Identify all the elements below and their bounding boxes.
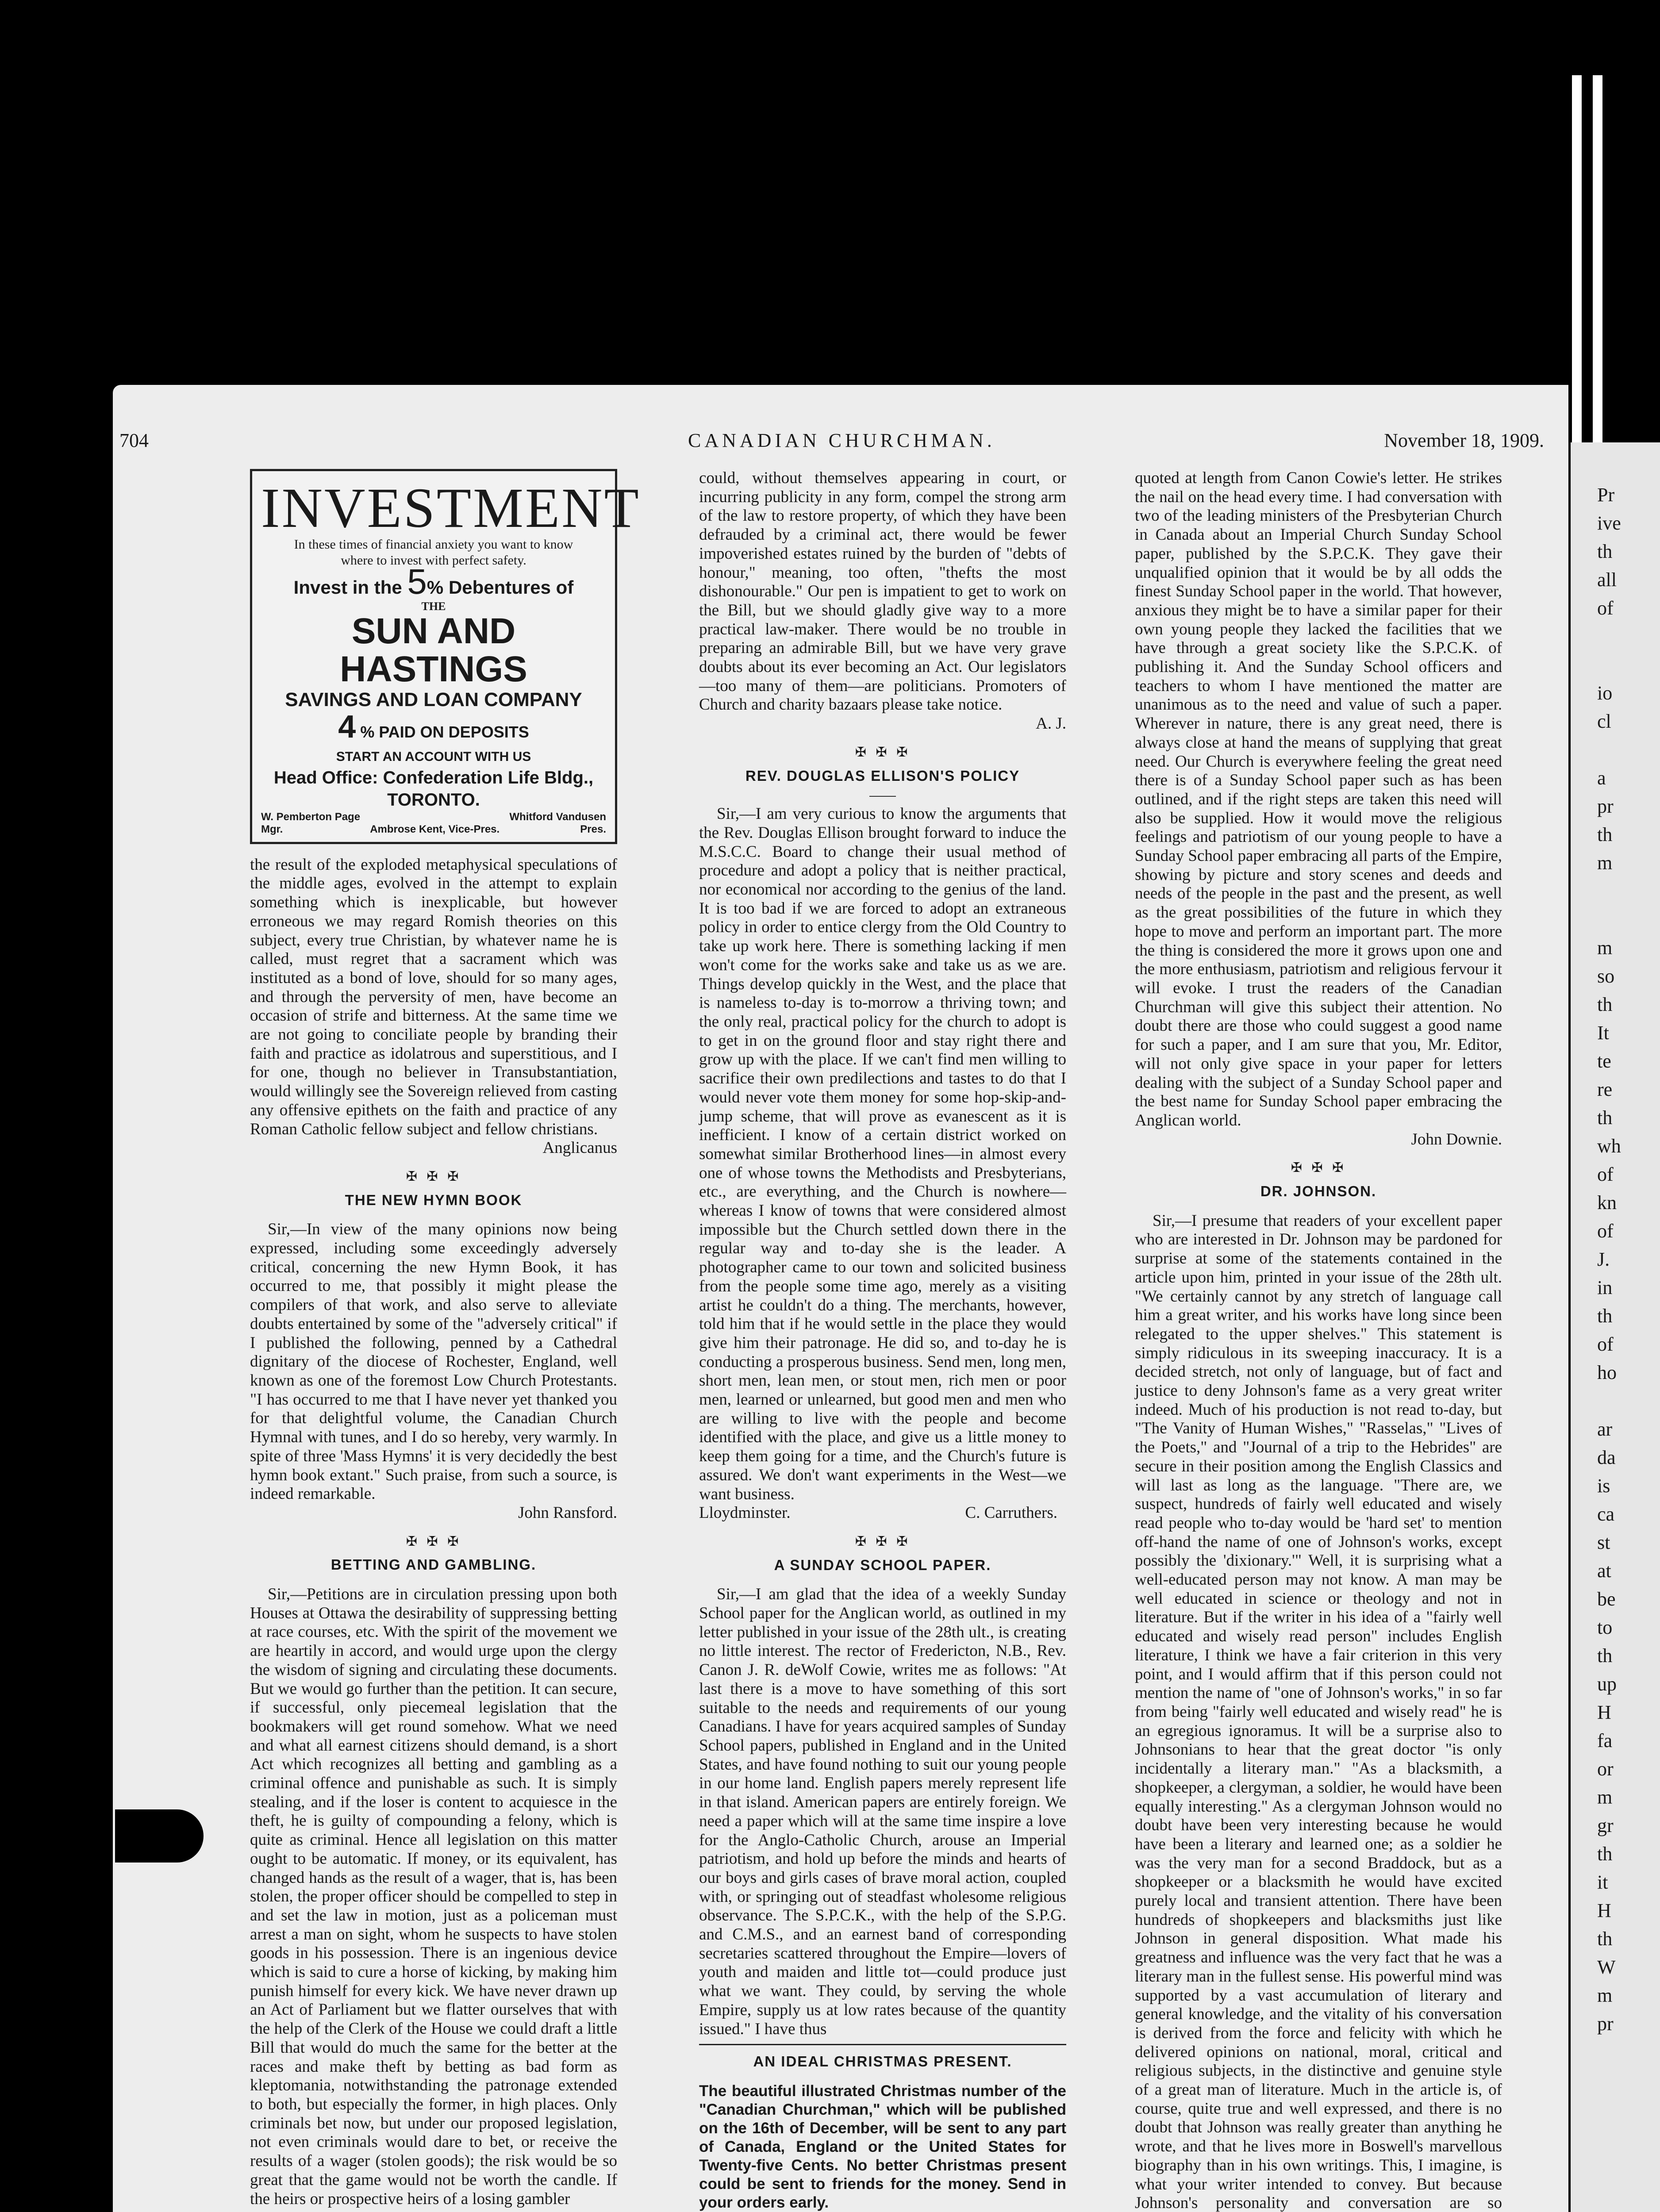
section-ornament: ✠ ✠ ✠: [1291, 1160, 1346, 1176]
facing-page-fragment: m: [1597, 1786, 1613, 1808]
section-ornament: ✠ ✠ ✠: [855, 1533, 911, 1549]
facing-page-fragment: all: [1597, 569, 1617, 591]
page-number: 704: [119, 430, 149, 451]
facing-page-fragment: th: [1597, 824, 1613, 845]
article-heading: THE NEW HYMN BOOK: [345, 1191, 523, 1208]
ad-offer: [261, 562, 606, 601]
facing-page-fragment: up: [1597, 1673, 1617, 1695]
facing-page-fragment: to: [1597, 1617, 1613, 1638]
facing-page-fragment: th: [1597, 1305, 1613, 1327]
facing-page-fragment: re: [1597, 1079, 1613, 1100]
facing-page-fragment: pr: [1597, 795, 1614, 817]
ad-company-name: SUN AND HASTINGS: [340, 611, 527, 689]
article-text: Sir,—I am very curious to know the arguments that the Rev. Douglas Ellison brought forward to induce the M.S.C.C. Board to change their usual method of procedure and adopt a policy that is neither practical, nor economical nor according to the genius of the land. It is too bad if we are forced to adopt an extraneous policy in order to entice clergy from the Old Country to take up work here. There is something lacking if men won't come for the works sake and take us as we are. Things develop quickly in the West, and the place that is nameless to-day is to-morrow a thriving town; and the only real, practical policy for the church to adopt is to get in on the ground floor and stay right there and grow up with the place. If we can't find men willing to sacrifice their own predilections and tastes to do that I would never vote them money for some hop-skip-and-jump scheme, that will prove as evanescent as it is inefficient. I know of a certain district worked on somewhat similar Brotherhood lines—in almost every one of whose towns the Methodists and Presbyterians, etc., are everything, and the Church is nowhere—whereas I know of towns that were considered almost impossible but the Church settled down there in the regular way and to-day she is the leader. A photographer came to our town and solicited business from the people some time ago, merely as a visiting artist he couldn't do a thing. The merchants, however, told him that if he would settle in the place they would give him their patronage. He did so, and to-day he is conducting a prosperous business. Send men, long men, short men, lean men, or stout men, rich men or poor men, learned or unlearned, but good men and men who are willing to live with the people and become identified with the place, and give us a little money to keep them going for a time, and the Church's future is assured. We don't want experiments in the West—we want business.: [699, 805, 1066, 1503]
facing-page-fragment: ar: [1597, 1418, 1613, 1440]
facing-page-fragment: Pr: [1597, 484, 1615, 506]
ad-headline: INVESTMENT: [261, 476, 641, 539]
scanner-thumb-shadow: [115, 1809, 204, 1863]
ad-deposit-pct: %: [360, 723, 375, 741]
facing-page-fragment: of: [1597, 597, 1614, 619]
article-signature: C. Carruthers.: [965, 1504, 1057, 1522]
ad-offer-pct: %: [427, 577, 444, 598]
article-text: Sir,—I presume that readers of your excellent paper who are interested in Dr. Johnson may be pardoned for surprise at some of the statements contained in the article upon him, printed in your issue of the 28th ult. "We certainly cannot by any stretch of language call him a great writer, and his works have long since been relegated to the upper shelves." This statement is simply ridiculous in its sweeping inaccuracy. It is a decided stretch, not only of language, but of fact and justice to deny Johnson's fame as a very great writer indeed. Much of his production is not read to-day, but "The Vanity of Human Wishes," "Rasselas," "Lives of the Poets," and "Journal of a trip to the Hebrides" are secure in their position among the English Classics and will last as long as the language. "There are, we suspect, hundreds of fairly well educated and wisely read people who to-day would be 'hard set' to mention off-hand the name of one of Johnson's works, except possibly the 'dixionary.'" Well, it is surprising what a well-educated person may not know. A man may be well educated in science or theology and not in literature. But if the writer in his idea of a "fairly well educated and wisely read person" includes English literature, I think we have a fair criterion in this very point, and I would affirm that if this person could not mention the name of "one of Johnson's works," in so far from being "fairly well educated and wisely read" he is an egregious ignoramus. It will be a surprise also to Johnsonians to hear that the great doctor "is only incidentally a literary man." "As a blacksmith, a shopkeeper, a clergyman, a soldier, he would have been equally interesting." As a clergyman Johnson would no doubt have been very interesting because he would have been a literary and learned one; as a soldier he was the very man for a second Braddock, but as a shopkeeper or a blacksmith he would have excited purely local and transient attention. There have been hundreds of shopkeepers and blacksmiths just like Johnson in general disposition. What made his greatness and influence was the very fact that he was a literary man in the fullest sense. His powerful mind was supported by a vast accumulation of literary and general knowledge, and the vitality of his conversation is derived from the force and felicity with which he delivered opinions on national, moral, critical and religious subjects, in the distinctive and genuine style of a great man of literature. Much in the article is, of course, quite true and well expressed, and there is no doubt that Johnson was really greater than anything he wrote, and that he lives more in Boswell's marvellous biography than in his own writings. This, I imagine, is what your writer intended to convey. But because Johnson's personality and conversation are so: [1135, 1211, 1502, 2212]
article-text: Sir,—In view of the many opinions now being expressed, including some exceedingly adversely critical, concerning the new Hymn Book, it has occurred to me, that possibly it might please the compilers of that work, and also serve to alleviate doubts entertained by some of the "adversely critical" if I published the following, penned by a Cathedral dignitary of the diocese of Rochester, England, well known as one of the foremost Low Church Protestants. "I has occurred to me that I have never yet thanked you for that delightful volume, the Canadian Church Hymnal with tunes, and I do so hereby, very warmly. In spite of three 'Mass Hymns' it is very decidedly the best hymn book extant." Such praise, from such a source, is indeed remarkable.: [250, 1220, 617, 1503]
facing-page-fragment: J.: [1597, 1248, 1610, 1270]
facing-page-fragment: so: [1597, 965, 1615, 987]
section-ornament: ✠ ✠ ✠: [406, 1168, 461, 1184]
facing-page-fragment: cl: [1597, 710, 1611, 732]
page-header: [113, 429, 1568, 460]
ad-the: THE: [421, 600, 446, 613]
article-heading: AN IDEAL CHRISTMAS PRESENT.: [699, 2044, 1066, 2071]
facing-page-fragment: th: [1597, 994, 1613, 1015]
facing-page-fragment: fa: [1597, 1730, 1613, 1751]
facing-page-fragment: of: [1597, 1333, 1614, 1355]
ad-officer-2: Ambrose Kent, Vice-Pres.: [370, 823, 500, 835]
ad-deposit-text: PAID ON DEPOSITS: [379, 723, 529, 741]
facing-page-fragment: It: [1597, 1022, 1609, 1044]
article-signoff: [699, 1504, 1066, 1523]
ad-offer-suffix: Debentures of: [448, 577, 574, 598]
heading-rule: [869, 796, 896, 797]
christmas-notice: The beautiful illustrated Christmas number of the "Canadian Churchman," which will be published on the 16th of December, will be sent to any part of Canada, England or the United States for Twenty-five Cents. No better Christmas present could be sent to friends for the money. Send in your orders early.: [699, 2082, 1066, 2211]
facing-page-fragment: kn: [1597, 1192, 1617, 1214]
facing-page-fragment: m: [1597, 1985, 1613, 2006]
facing-page-fragment: m: [1597, 937, 1613, 959]
article-heading: REV. DOUGLAS ELLISON'S POLICY: [745, 767, 1020, 784]
facing-page-fragment: th: [1597, 541, 1613, 562]
column-2: [699, 469, 1066, 2212]
article-place: Lloydminster.: [699, 1504, 791, 1522]
issue-date: November 18, 1909.: [1384, 430, 1544, 451]
facing-page-fragment: a: [1597, 767, 1606, 789]
facing-page-edge: [1571, 442, 1660, 2212]
investment-advertisement: [250, 469, 641, 844]
facing-page-fragment: is: [1597, 1475, 1610, 1497]
facing-page-fragment: of: [1597, 1164, 1614, 1185]
article-text: the result of the exploded metaphysical speculations of the middle ages, evolved in the attempt to explain something which is inexplicable, but however erroneous we may regard Romish theories on this subject, every true Christian, by whatever name he is called, must regret that a sacrament which was instituted as a bond of love, should for so many ages, and through the perversity of men, have become an occasion of strife and bitterness. At the same time we are not going to conciliate people by branding their faith and practice as idolatrous and superstitious, and I for one, though no believer in Transubstantiation, would willingly see the Sovereign relieved from casting any offensive epithets on the faith and practice of any Roman Catholic fellow subject and fellow christians.: [250, 855, 617, 1138]
ad-officer-1: W. Pemberton Page Mgr.: [261, 810, 361, 835]
ad-account-text: START AN ACCOUNT WITH US: [336, 749, 531, 764]
ad-head-office: Head Office: Confederation Life Bldg., TORONTO.: [273, 768, 594, 810]
ad-offer-prefix: Invest in the: [293, 577, 402, 598]
column-3: [1135, 469, 1502, 2212]
article-signature: A. J.: [1036, 714, 1066, 733]
facing-page-fragment: ho: [1597, 1362, 1617, 1383]
article-signature: Anglicanus: [542, 1139, 617, 1157]
article-heading: DR. JOHNSON.: [1260, 1183, 1377, 1200]
facing-page-fragment: gr: [1597, 1815, 1614, 1836]
facing-page-fragment: th: [1597, 1645, 1613, 1667]
facing-page-fragment: it: [1597, 1871, 1608, 1893]
column-1: [250, 469, 641, 2208]
facing-page-fragment: te: [1597, 1050, 1611, 1072]
article-text: quoted at length from Canon Cowie's letter. He strikes the nail on the head every time. I had conversation with two of the leading ministers of the Presbyterian Church in Canada about an Imperial Church Sunday School paper, published by the S.P.C.K. They gave their unqualified opinion that it would be by all odds the finest Sunday School paper in the world. That however, anxious they might be to have a similar paper for their own young people they lacked the facilities that we have through a great society like the S.P.C.K. of publishing it. And the Sunday School officers and teachers to whom I have mentioned the matter are unanimous as to the need and value of such a paper. Wherever in nature, there is any great need, there is always close at hand the means of supplying that great need. Our Church is everywhere feeling the great need there is of a Sunday School paper such as has been outlined, and if the right steps are taken this need will also be supplied. How it would move the religious feelings and patriotism of our young people to have a Sunday School paper embracing all parts of the Empire, showing by picture and story scenes and deeds and needs of the people in the past and the present, as well as the great possibilities of the future in which they hope to move and perform an important part. The more the thing is considered the more it grows upon one and the more enthusiasm, patriotism and religious fervour it will evoke. I trust the readers of the Canadian Churchman will give this subject their attention. No doubt there are those who could suggest a good name for such a paper, and I am sure that you, Mr. Editor, will not only give space in your paper for letters dealing with the subject of a Sunday School paper and the best name for Sunday School paper embracing the Anglican world.: [1135, 469, 1502, 1129]
facing-page-fragment: st: [1597, 1532, 1610, 1553]
ad-tagline-1: In these times of financial anxiety you want to know: [294, 537, 573, 552]
facing-page-fragment: ive: [1597, 512, 1621, 534]
facing-page-fragment: W: [1597, 1956, 1616, 1978]
newspaper-page: [113, 385, 1568, 2212]
article-heading: A SUNDAY SCHOOL PAPER.: [774, 1556, 991, 1573]
facing-page-fragment: or: [1597, 1758, 1614, 1780]
ad-officer-3: Whitford Vandusen Pres.: [509, 810, 606, 835]
ad-tagline-2: where to invest with perfect safety.: [341, 553, 526, 568]
ad-deposit-rate: [261, 711, 606, 748]
facing-page-fragment: H: [1597, 1701, 1611, 1723]
facing-page-fragment: H: [1597, 1900, 1611, 1921]
section-ornament: ✠ ✠ ✠: [406, 1533, 461, 1549]
facing-page-fragment: of: [1597, 1220, 1614, 1242]
article-text: Sir,—Petitions are in circulation pressing upon both Houses at Ottawa the desirability of suppressing betting at race courses, etc. With the spirit of the movement we are heartily in accord, and would urge upon the clergy the wisdom of signing and circulating these documents. But we would go further than the petition. It can secure, if successful, only piecemeal legislation that the bookmakers will get round somehow. What we need and what all earnest citizens should demand, is a short Act which recognizes all betting and gambling as a criminal offence and punishable as such. It is simply stealing, and if the loser is content to acquiesce in the theft, he is guilty of compounding a felony, which is quite as criminal. Hence all legislation on this matter ought to be automatic. If money, or its equivalent, has changed hands as the result of a wager, that is, has been stolen, the proper officer should be compelled to step in and set the law in motion, just as a policeman must arrest a man on sight, whom he suspects to have stolen goods in his possession. There is an ingenious device which is said to cure a horse of kicking, by making him punish himself for every kick. We have never drawn up an Act of Parliament but we flatter ourselves that with the help of the Clerk of the House we could draft a little Bill that would do much the same for the better at the races and make theft by betting as bad form as kleptomania, notwithstanding the patronage extended to both, but especially the former, in high places. Only criminals bet now, but under our proposed legislation, not even criminals would dare to bet, or receive the results of a wager (stolen goods); the risk would be so great that the game would not be worth the candle. If the heirs or prospective heirs of a losing gambler: [250, 1585, 617, 2208]
facing-page-fragment: pr: [1597, 2013, 1614, 2035]
facing-page-fragment: at: [1597, 1560, 1611, 1582]
section-ornament: ✠ ✠ ✠: [855, 744, 911, 760]
article-heading: BETTING AND GAMBLING.: [330, 1556, 537, 1573]
ad-offer-rate: 5: [407, 562, 427, 601]
article-signature: John Downie.: [1411, 1130, 1502, 1148]
article-signature: John Ransford.: [518, 1503, 617, 1522]
article-text: Sir,—I am glad that the idea of a weekly Sunday School paper for the Anglican world, as outlined in my letter published in your issue of the 28th ult., is creating no little interest. The rector of Fredericton, N.B., Rev. Canon J. R. deWolf Cowie, writes me as follows: "At last there is a move to have something of this sort suitable to the needs and requirements of our young Canadians. I have for years acquired samples of Sunday School papers, published in England and in the United States, and have found nothing to suit our young people in our home land. English papers merely represent life in that island. American papers are entirely foreign. We need a paper which will at the same time inspire a love for the Anglo-Catholic Church, arouse an Imperial patriotism, and hold up before the minds and hearts of our boys and girls cases of brave moral action, coupled with, or springing out of steadfast wholesome religious observance. The S.P.C.K., with the help of the S.P.G. and C.M.S., and an earnest band of corresponding secretaries scattered throughout the Empire—lovers of youth and maiden and little tot—could produce just what we want. They could, by serving the whole Empire, supply us at low rates because of the quantity issued." I have thus: [699, 1585, 1066, 2038]
facing-page-fragment: da: [1597, 1447, 1616, 1468]
article-text: could, without themselves appearing in court, or incurring publicity in any form, compel the strong arm of the law to restore property, of which they have been defrauded by a criminal act, there would be fewer impoverished estates ruined by the burden of "debts of honour," meaning, too often, "thefts the most dishonourable." Our pen is impatient to get to work on the Bill, but we should gladly give way to a more practical law-maker. There would be no trouble in preparing an admirable Bill, but we have very grave doubts about its ever becoming an Act. Our legislators—too many of them—are politicians. Promoters of Church and charity bazaars please take notice.: [699, 469, 1066, 714]
publication-title: CANADIAN CHURCHMAN.: [688, 430, 995, 451]
ad-officers: [261, 811, 606, 836]
facing-page-fragment: ca: [1597, 1503, 1615, 1525]
facing-page-fragment: th: [1597, 1928, 1613, 1950]
facing-page-fragment: io: [1597, 682, 1613, 704]
facing-page-fragment: in: [1597, 1277, 1613, 1298]
facing-page-fragment: th: [1597, 1107, 1613, 1129]
facing-page-fragment: wh: [1597, 1135, 1621, 1157]
facing-page-fragment: be: [1597, 1588, 1616, 1610]
facing-page-fragment: th: [1597, 1843, 1613, 1865]
ad-deposit-rate-number: 4: [338, 709, 356, 745]
ad-company-subtitle: SAVINGS AND LOAN COMPANY: [285, 689, 582, 710]
facing-page-fragment: m: [1597, 852, 1613, 874]
